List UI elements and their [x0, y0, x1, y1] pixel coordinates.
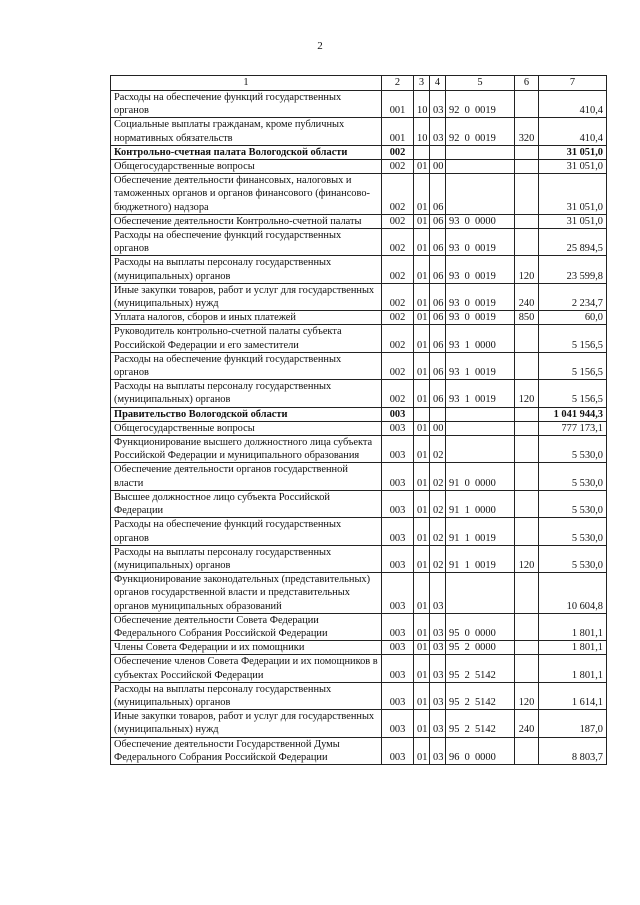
row-name-cell: Иные закупки товаров, работ и услуг для государственных (муниципальных) нужд	[111, 710, 382, 737]
row-section-cell: 01	[414, 490, 430, 517]
row-target-cell: 91 1 0019	[446, 545, 515, 572]
row-code-cell: 003	[382, 463, 414, 490]
table-row	[111, 283, 607, 310]
header-row	[111, 76, 607, 91]
row-subsection-cell: 06	[430, 229, 446, 256]
budget-table	[110, 75, 607, 765]
row-amount-cell: 25 894,5	[539, 229, 607, 256]
row-section-cell: 01	[414, 311, 430, 325]
row-amount-cell: 1 041 944,3	[539, 407, 607, 421]
row-code-cell: 003	[382, 573, 414, 614]
table-row	[111, 613, 607, 640]
row-expense-type-cell	[515, 160, 539, 174]
row-section-cell: 10	[414, 118, 430, 145]
row-amount-cell: 31 051,0	[539, 145, 607, 159]
row-code-cell: 003	[382, 518, 414, 545]
row-section-cell: 01	[414, 283, 430, 310]
row-amount-cell: 187,0	[539, 710, 607, 737]
row-section-cell: 01	[414, 160, 430, 174]
row-name-cell: Расходы на обеспечение функций государственных органов	[111, 91, 382, 118]
row-name-cell: Функционирование высшего должностного лица субъекта Российской Федерации и муниципального образования	[111, 436, 382, 463]
row-subsection-cell: 06	[430, 380, 446, 407]
row-name-cell: Расходы на выплаты персоналу государственных (муниципальных) органов	[111, 256, 382, 283]
row-section-cell: 01	[414, 641, 430, 655]
row-target-cell: 93 0 0019	[446, 311, 515, 325]
row-section-cell: 01	[414, 682, 430, 709]
row-code-cell: 002	[382, 325, 414, 352]
row-section-cell: 10	[414, 91, 430, 118]
row-name-cell: Обеспечение деятельности Контрольно-счетной палаты	[111, 214, 382, 228]
row-amount-cell: 777 173,1	[539, 421, 607, 435]
row-expense-type-cell: 120	[515, 256, 539, 283]
row-amount-cell: 5 530,0	[539, 518, 607, 545]
row-subsection-cell: 02	[430, 545, 446, 572]
row-code-cell: 003	[382, 407, 414, 421]
row-section-cell: 01	[414, 573, 430, 614]
row-code-cell: 002	[382, 160, 414, 174]
row-code-cell: 002	[382, 174, 414, 215]
row-name-cell: Расходы на обеспечение функций государственных органов	[111, 352, 382, 379]
row-target-cell: 95 2 5142	[446, 682, 515, 709]
row-amount-cell: 5 156,5	[539, 325, 607, 352]
row-expense-type-cell	[515, 737, 539, 764]
row-name-cell: Обеспечение деятельности Государственной Думы Федерального Собрания Российской Федерации	[111, 737, 382, 764]
row-amount-cell: 1 801,1	[539, 655, 607, 682]
row-subsection-cell: 03	[430, 682, 446, 709]
row-code-cell: 003	[382, 641, 414, 655]
row-section-cell: 01	[414, 710, 430, 737]
row-subsection-cell: 06	[430, 325, 446, 352]
row-section-cell: 01	[414, 174, 430, 215]
row-code-cell: 002	[382, 311, 414, 325]
table-row	[111, 160, 607, 174]
row-target-cell: 92 0 0019	[446, 91, 515, 118]
row-section-cell: 01	[414, 545, 430, 572]
row-section-cell: 01	[414, 229, 430, 256]
table-row	[111, 710, 607, 737]
row-subsection-cell: 03	[430, 641, 446, 655]
row-target-cell	[446, 160, 515, 174]
header-cell-code: 2	[382, 76, 414, 91]
row-subsection-cell: 02	[430, 436, 446, 463]
row-subsection-cell: 03	[430, 613, 446, 640]
row-expense-type-cell	[515, 490, 539, 517]
row-expense-type-cell: 240	[515, 710, 539, 737]
row-amount-cell: 5 530,0	[539, 463, 607, 490]
row-amount-cell: 5 156,5	[539, 352, 607, 379]
row-code-cell: 003	[382, 655, 414, 682]
row-amount-cell: 5 530,0	[539, 490, 607, 517]
row-amount-cell: 1 801,1	[539, 613, 607, 640]
table-row	[111, 545, 607, 572]
row-amount-cell: 1 801,1	[539, 641, 607, 655]
row-code-cell: 001	[382, 91, 414, 118]
row-subsection-cell: 06	[430, 352, 446, 379]
row-section-cell: 01	[414, 421, 430, 435]
row-code-cell: 002	[382, 256, 414, 283]
row-name-cell: Обеспечение деятельности финансовых, налоговых и таможенных органов и органов финансового (финансово-бюджетного) надзора	[111, 174, 382, 215]
row-name-cell: Обеспечение членов Совета Федерации и их помощников в субъектах Российской Федерации	[111, 655, 382, 682]
row-name-cell: Социальные выплаты гражданам, кроме публичных нормативных обязательств	[111, 118, 382, 145]
row-subsection-cell	[430, 407, 446, 421]
row-target-cell	[446, 407, 515, 421]
row-name-cell: Расходы на обеспечение функций государственных органов	[111, 518, 382, 545]
row-expense-type-cell	[515, 91, 539, 118]
row-name-cell: Расходы на выплаты персоналу государственных (муниципальных) органов	[111, 682, 382, 709]
row-code-cell: 003	[382, 613, 414, 640]
row-amount-cell: 410,4	[539, 118, 607, 145]
row-expense-type-cell: 120	[515, 682, 539, 709]
row-amount-cell: 5 156,5	[539, 380, 607, 407]
row-expense-type-cell	[515, 518, 539, 545]
table-row	[111, 380, 607, 407]
row-subsection-cell: 03	[430, 91, 446, 118]
row-name-cell: Общегосударственные вопросы	[111, 160, 382, 174]
row-subsection-cell: 00	[430, 160, 446, 174]
row-subsection-cell: 03	[430, 118, 446, 145]
row-amount-cell: 10 604,8	[539, 573, 607, 614]
header-cell-amount: 7	[539, 76, 607, 91]
table-row	[111, 311, 607, 325]
row-expense-type-cell: 120	[515, 380, 539, 407]
row-name-cell: Правительство Вологодской области	[111, 407, 382, 421]
row-expense-type-cell	[515, 463, 539, 490]
table-row	[111, 325, 607, 352]
row-name-cell: Руководитель контрольно-счетной палаты субъекта Российской Федерации и его заместители	[111, 325, 382, 352]
row-expense-type-cell	[515, 229, 539, 256]
row-expense-type-cell	[515, 174, 539, 215]
row-target-cell	[446, 436, 515, 463]
row-target-cell: 93 1 0019	[446, 352, 515, 379]
header-cell-expense-type: 6	[515, 76, 539, 91]
table-row	[111, 490, 607, 517]
row-expense-type-cell: 320	[515, 118, 539, 145]
table-row	[111, 256, 607, 283]
row-target-cell: 95 2 5142	[446, 710, 515, 737]
table-row	[111, 352, 607, 379]
row-name-cell: Расходы на обеспечение функций государственных органов	[111, 229, 382, 256]
row-expense-type-cell	[515, 655, 539, 682]
row-target-cell: 91 1 0019	[446, 518, 515, 545]
row-name-cell: Общегосударственные вопросы	[111, 421, 382, 435]
row-target-cell	[446, 573, 515, 614]
row-expense-type-cell	[515, 214, 539, 228]
header-cell-section: 3	[414, 76, 430, 91]
row-subsection-cell: 00	[430, 421, 446, 435]
row-expense-type-cell: 120	[515, 545, 539, 572]
row-section-cell: 01	[414, 613, 430, 640]
row-name-cell: Обеспечение деятельности Совета Федерации Федерального Собрания Российской Федерации	[111, 613, 382, 640]
row-section-cell: 01	[414, 352, 430, 379]
row-section-cell: 01	[414, 214, 430, 228]
row-amount-cell: 23 599,8	[539, 256, 607, 283]
table-row	[111, 641, 607, 655]
row-code-cell: 003	[382, 710, 414, 737]
row-amount-cell: 1 614,1	[539, 682, 607, 709]
row-code-cell: 003	[382, 737, 414, 764]
row-amount-cell: 31 051,0	[539, 174, 607, 215]
row-name-cell: Контрольно-счетная палата Вологодской области	[111, 145, 382, 159]
row-subsection-cell: 03	[430, 655, 446, 682]
row-section-cell: 01	[414, 518, 430, 545]
row-target-cell: 93 1 0000	[446, 325, 515, 352]
table-row	[111, 655, 607, 682]
header-cell-name: 1	[111, 76, 382, 91]
row-subsection-cell: 02	[430, 463, 446, 490]
row-code-cell: 001	[382, 118, 414, 145]
row-subsection-cell: 06	[430, 214, 446, 228]
table-row	[111, 518, 607, 545]
header-cell-subsection: 4	[430, 76, 446, 91]
row-section-cell: 01	[414, 737, 430, 764]
row-target-cell: 93 0 0019	[446, 283, 515, 310]
row-amount-cell: 31 051,0	[539, 160, 607, 174]
row-target-cell: 93 0 0000	[446, 214, 515, 228]
row-expense-type-cell	[515, 145, 539, 159]
row-code-cell: 003	[382, 682, 414, 709]
table-row	[111, 737, 607, 764]
table-row	[111, 229, 607, 256]
table-row	[111, 573, 607, 614]
row-subsection-cell: 06	[430, 283, 446, 310]
row-name-cell: Иные закупки товаров, работ и услуг для государственных (муниципальных) нужд	[111, 283, 382, 310]
row-section-cell: 01	[414, 463, 430, 490]
table-row	[111, 145, 607, 159]
row-expense-type-cell	[515, 436, 539, 463]
row-target-cell: 92 0 0019	[446, 118, 515, 145]
row-section-cell: 01	[414, 256, 430, 283]
row-expense-type-cell	[515, 421, 539, 435]
row-target-cell	[446, 145, 515, 159]
table-row	[111, 91, 607, 118]
row-section-cell: 01	[414, 325, 430, 352]
row-expense-type-cell	[515, 352, 539, 379]
row-code-cell: 002	[382, 283, 414, 310]
row-subsection-cell: 03	[430, 710, 446, 737]
row-amount-cell: 60,0	[539, 311, 607, 325]
row-expense-type-cell	[515, 573, 539, 614]
row-code-cell: 003	[382, 545, 414, 572]
row-expense-type-cell	[515, 613, 539, 640]
row-subsection-cell: 06	[430, 256, 446, 283]
row-target-cell: 93 0 0019	[446, 229, 515, 256]
row-target-cell: 91 1 0000	[446, 490, 515, 517]
row-code-cell: 002	[382, 214, 414, 228]
row-name-cell: Высшее должностное лицо субъекта Российской Федерации	[111, 490, 382, 517]
row-expense-type-cell: 240	[515, 283, 539, 310]
row-code-cell: 003	[382, 436, 414, 463]
row-code-cell: 002	[382, 145, 414, 159]
row-expense-type-cell	[515, 407, 539, 421]
row-subsection-cell: 03	[430, 737, 446, 764]
table-row	[111, 421, 607, 435]
row-code-cell: 003	[382, 490, 414, 517]
row-expense-type-cell	[515, 325, 539, 352]
row-amount-cell: 31 051,0	[539, 214, 607, 228]
row-section-cell	[414, 407, 430, 421]
row-section-cell: 01	[414, 436, 430, 463]
row-subsection-cell: 02	[430, 518, 446, 545]
row-expense-type-cell	[515, 641, 539, 655]
row-target-cell: 91 0 0000	[446, 463, 515, 490]
row-target-cell: 93 0 0019	[446, 256, 515, 283]
row-section-cell	[414, 145, 430, 159]
row-amount-cell: 5 530,0	[539, 436, 607, 463]
row-code-cell: 002	[382, 352, 414, 379]
row-amount-cell: 8 803,7	[539, 737, 607, 764]
row-name-cell: Обеспечение деятельности органов государственной власти	[111, 463, 382, 490]
row-amount-cell: 2 234,7	[539, 283, 607, 310]
row-code-cell: 002	[382, 229, 414, 256]
row-subsection-cell: 03	[430, 573, 446, 614]
row-amount-cell: 5 530,0	[539, 545, 607, 572]
table-row	[111, 407, 607, 421]
table-row	[111, 214, 607, 228]
table-row	[111, 682, 607, 709]
row-code-cell: 003	[382, 421, 414, 435]
row-target-cell: 93 1 0019	[446, 380, 515, 407]
row-name-cell: Уплата налогов, сборов и иных платежей	[111, 311, 382, 325]
row-target-cell: 96 0 0000	[446, 737, 515, 764]
row-target-cell	[446, 421, 515, 435]
row-name-cell: Расходы на выплаты персоналу государственных (муниципальных) органов	[111, 545, 382, 572]
table-row	[111, 174, 607, 215]
table-row	[111, 118, 607, 145]
row-subsection-cell: 02	[430, 490, 446, 517]
row-section-cell: 01	[414, 655, 430, 682]
row-target-cell: 95 0 0000	[446, 613, 515, 640]
table-row	[111, 463, 607, 490]
row-name-cell: Расходы на выплаты персоналу государственных (муниципальных) органов	[111, 380, 382, 407]
row-target-cell	[446, 174, 515, 215]
row-section-cell: 01	[414, 380, 430, 407]
row-name-cell: Члены Совета Федерации и их помощники	[111, 641, 382, 655]
table-row	[111, 436, 607, 463]
row-subsection-cell: 06	[430, 174, 446, 215]
row-target-cell: 95 2 5142	[446, 655, 515, 682]
row-subsection-cell: 06	[430, 311, 446, 325]
row-amount-cell: 410,4	[539, 91, 607, 118]
row-expense-type-cell: 850	[515, 311, 539, 325]
row-code-cell: 002	[382, 380, 414, 407]
page-number: 2	[317, 40, 323, 52]
header-cell-target: 5	[446, 76, 515, 91]
row-subsection-cell	[430, 145, 446, 159]
row-name-cell: Функционирование законодательных (представительных) органов государственной власти и представительных органов муниципальных образований	[111, 573, 382, 614]
row-target-cell: 95 2 0000	[446, 641, 515, 655]
